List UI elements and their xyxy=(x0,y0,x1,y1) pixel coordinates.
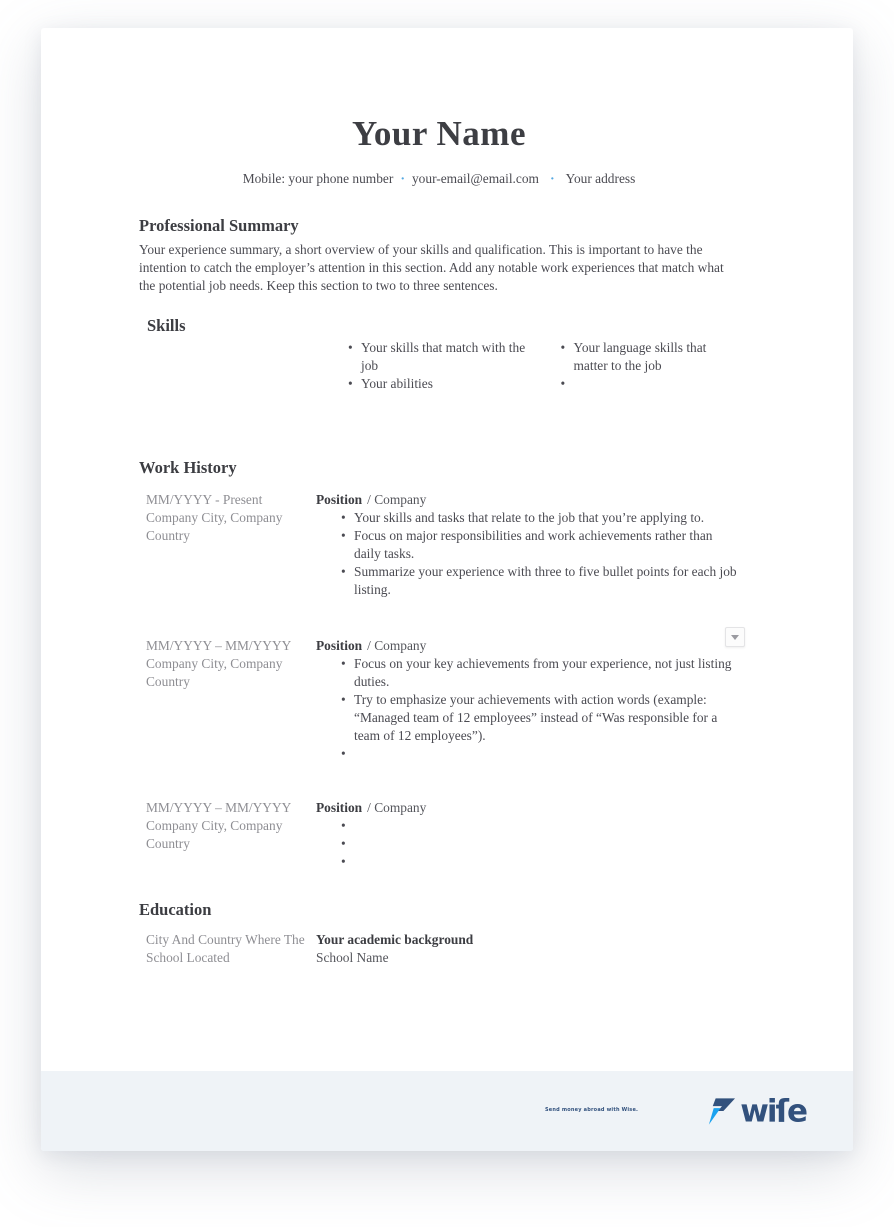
bullet-icon: • xyxy=(341,564,346,579)
education-details xyxy=(316,931,739,967)
position-line xyxy=(316,799,739,817)
position-label: Position xyxy=(316,638,363,653)
position-label: Position xyxy=(316,800,363,815)
bullet-item xyxy=(341,853,739,871)
education-entry xyxy=(139,931,739,967)
skill-item xyxy=(560,375,739,393)
wise-flag-icon xyxy=(705,1096,736,1127)
section-heading-education: Education xyxy=(139,900,212,919)
contact-separator-dot: · xyxy=(549,172,555,187)
skill-item: • Your language skills that matter to the job xyxy=(560,340,707,373)
entry-details xyxy=(316,637,739,763)
entry-dates-location xyxy=(146,491,316,599)
section-heading-work-history: Work History xyxy=(139,458,237,477)
work-history-entry xyxy=(139,799,739,871)
entry-bullet-list xyxy=(341,509,739,599)
bullet-icon: • xyxy=(341,818,346,833)
contact-address: Your address xyxy=(565,171,636,186)
company-label: / Company xyxy=(367,638,427,653)
bullet-icon: • xyxy=(341,692,346,707)
resume-document xyxy=(41,28,853,1151)
entry-dates-location xyxy=(146,799,316,871)
bullet-item: • Try to emphasize your achievements with action words (example: “Managed team of 12 employees” instead of “Was responsible for a team of 12 employees”). xyxy=(341,692,718,743)
bullet-item xyxy=(341,745,739,763)
bullet-icon: • xyxy=(341,836,346,851)
entry-bullet-list xyxy=(341,817,739,871)
bullet-icon: • xyxy=(341,854,346,869)
entry-location: Company City, Company Country xyxy=(146,656,283,689)
footer-banner xyxy=(41,1071,853,1151)
entry-bullet-list xyxy=(341,655,739,763)
entry-location: Company City, Company Country xyxy=(146,510,283,543)
contact-separator-dot: · xyxy=(400,172,405,187)
position-label: Position xyxy=(316,492,363,507)
bullet-icon: • xyxy=(341,656,346,671)
skill-item: • Your abilities xyxy=(348,376,433,391)
bullet-icon: • xyxy=(560,340,566,355)
wise-logo xyxy=(705,1093,806,1129)
entry-dates: MM/YYYY – MM/YYYY xyxy=(146,638,292,653)
wise-logo-wordmark: wiſe xyxy=(740,1093,806,1129)
company-label: / Company xyxy=(367,492,427,507)
section-heading-skills: Skills xyxy=(147,316,186,335)
bullet-icon: • xyxy=(341,510,346,525)
entry-dates: MM/YYYY – MM/YYYY xyxy=(146,800,292,815)
footer-tagline: Send money abroad with Wise. xyxy=(545,1107,639,1113)
position-line xyxy=(316,637,739,655)
skills-column-2 xyxy=(560,339,739,393)
dropdown-icon[interactable] xyxy=(725,627,745,647)
bullet-icon: • xyxy=(341,746,346,761)
bullet-item: • Focus on major responsibilities and work achievements rather than daily tasks. xyxy=(341,528,713,561)
work-history-entry xyxy=(139,491,739,599)
bullet-icon: • xyxy=(348,376,353,391)
entry-dates-location xyxy=(146,637,316,763)
skills-list xyxy=(348,339,739,393)
education-location: City And Country Where The School Located xyxy=(146,932,305,965)
bullet-icon: • xyxy=(348,340,353,355)
chevron-down-icon xyxy=(731,635,739,640)
company-label: / Company xyxy=(367,800,427,815)
entry-location: Company City, Company Country xyxy=(146,818,283,851)
resume-content xyxy=(41,28,853,967)
education-school: School Name xyxy=(316,950,389,965)
contact-email: your-email@email.com xyxy=(411,171,539,186)
bullet-item: • Focus on your key achievements from your experience, not just listing duties. xyxy=(341,656,732,689)
bullet-item xyxy=(341,817,739,835)
bullet-icon: • xyxy=(560,376,566,391)
position-line xyxy=(316,491,739,509)
bullet-item xyxy=(341,835,739,853)
contact-line xyxy=(139,170,739,189)
bullet-item: • Your skills and tasks that relate to the job that you’re applying to. xyxy=(341,510,705,525)
resume-name-title: Your Name xyxy=(352,114,526,153)
work-history-entry xyxy=(139,637,739,763)
professional-summary-text: Your experience summary, a short overview of your skills and qualification. This is important to have the intention to catch the employer’s attention in this section. Add any notable work experiences that match what the potential job needs. Keep this section to two to three sentences. xyxy=(139,242,724,293)
entry-details xyxy=(316,491,739,599)
education-degree: Your academic background xyxy=(316,932,474,947)
entry-details xyxy=(316,799,739,871)
entry-dates: MM/YYYY - Present xyxy=(146,492,263,507)
contact-phone: Mobile: your phone number xyxy=(242,171,394,186)
skills-column-1 xyxy=(348,339,530,393)
bullet-icon: • xyxy=(341,528,346,543)
skill-item: • Your skills that match with the job xyxy=(348,340,526,373)
bullet-item: • Summarize your experience with three to five bullet points for each job listing. xyxy=(341,564,737,597)
section-heading-professional-summary: Professional Summary xyxy=(139,216,299,235)
